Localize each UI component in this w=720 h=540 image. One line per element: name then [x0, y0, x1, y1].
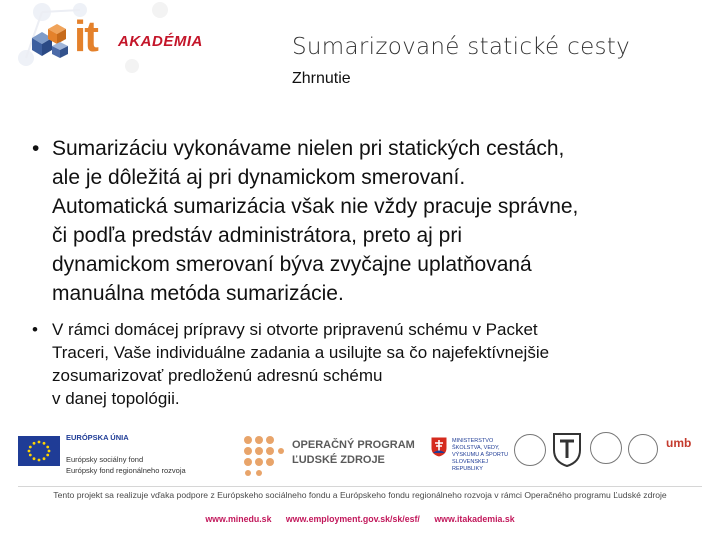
university-seal-icon [514, 434, 546, 466]
page-subtitle: Zhrnutie [292, 70, 351, 87]
bullet-1-line: ale je dôležitá aj pri dynamickom smerovaní. [52, 166, 466, 189]
bullet-1-line: Automatická sumarizácia však nie vždy pracuje správne, [52, 195, 579, 218]
bullet-1-line: manuálna metóda sumarizácie. [52, 282, 344, 305]
bullet-dot-icon: • [32, 137, 40, 160]
umb-logo-text: umb [666, 436, 692, 450]
partner-logos [0, 426, 720, 486]
ministry-line: REPUBLIKY [452, 466, 483, 472]
bullet-item-2 [32, 318, 712, 410]
bullet-list [32, 134, 712, 410]
bullet-2-line: v danej topológii. [52, 389, 180, 408]
footer-links [0, 514, 720, 524]
op-program-text [292, 438, 415, 468]
footer-divider [18, 486, 702, 487]
ministry-line: ŠKOLSTVA, VEDY, [452, 445, 500, 451]
ministry-line: VÝSKUMU A ŠPORTU [452, 452, 509, 458]
op-dots-logo-icon [242, 434, 286, 478]
eu-title: EURÓPSKA ÚNIA [66, 433, 129, 442]
op-line2: ĽUDSKÉ ZDROJE [292, 454, 385, 466]
university-seal-icon [590, 432, 622, 464]
ministry-text [452, 438, 508, 473]
link-employment[interactable]: www.employment.gov.sk/sk/esf/ [285, 514, 420, 524]
bullet-2-line: zosumarizovať predloženú adresnú schému [52, 366, 383, 385]
logo-it-text: it [74, 12, 97, 61]
bullet-item-1 [32, 134, 712, 308]
op-line1: OPERAČNÝ PROGRAM [292, 439, 415, 451]
bullet-2-line: Traceri, Vaše individuálne zadania a usilujte sa čo najefektívnejšie [52, 343, 550, 362]
bullet-1-line: dynamickom smerovaní býva zvyčajne uplatňovaná [52, 253, 532, 276]
bullet-1-line: či podľa predstáv administrátora, preto aj pri [52, 224, 462, 247]
eu-funds-text [66, 432, 186, 476]
tu-shield-icon [552, 432, 582, 468]
page-title: Sumarizované statické cesty [292, 34, 631, 60]
eu-line1: Európsky sociálny fond [66, 455, 144, 464]
bullet-2-line: V rámci domácej prípravy si otvorte pripravenú schému v Packet [52, 320, 538, 339]
logo-akademia-text: AKADÉMIA [118, 33, 203, 50]
slovak-coat-of-arms-icon [430, 436, 448, 458]
it-akademia-logo [12, 0, 217, 78]
bullet-1-line: Sumarizáciu vykonávame nielen pri statických cestách, [52, 137, 565, 160]
funding-note: Tento projekt sa realizuje vďaka podpore z Európskeho sociálneho fondu a Európskeho fondu regionálneho rozvoja v rámci Operačného programu Ľudské zdroje [53, 490, 667, 500]
ministry-line: SLOVENSKEJ [452, 459, 489, 465]
eu-line2: Európsky fond regionálneho rozvoja [66, 466, 186, 475]
university-seal-icon [628, 434, 658, 464]
link-minedu[interactable]: www.minedu.sk [205, 514, 272, 524]
eu-flag-icon [18, 436, 60, 466]
bullet-dot-icon: • [32, 320, 38, 339]
ministry-line: MINISTERSTVO [452, 438, 494, 444]
link-itakademia[interactable]: www.itakademia.sk [434, 514, 515, 524]
